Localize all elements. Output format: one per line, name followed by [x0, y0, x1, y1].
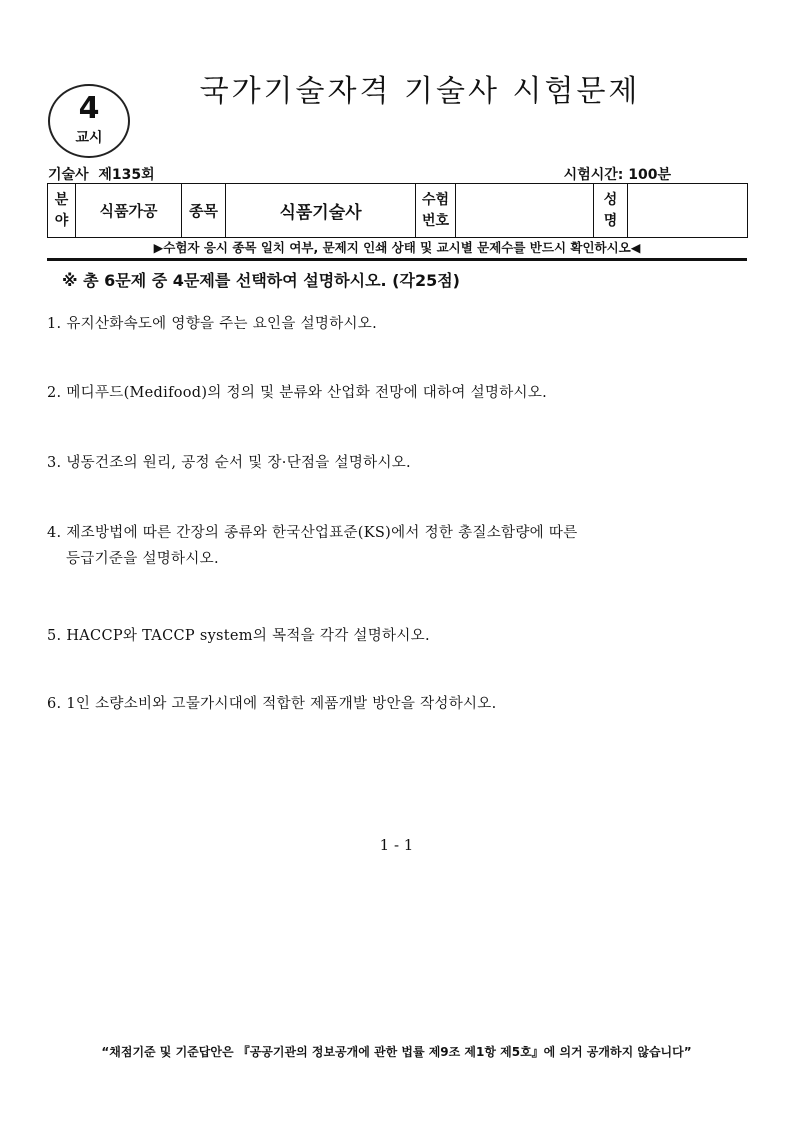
- footer-notice: “채점기준 및 기준답안은 『공공기관의 정보공개에 관한 법률 제9조 제1항 제5호』에 의거 공개하지 않습니다”: [101, 1045, 692, 1059]
- question-line: 5. HACCP와 TACCP system의 목적을 각각 설명하시오.: [47, 628, 430, 644]
- exam-no-label-top: 수험: [421, 191, 450, 208]
- question-line: 6. 1인 소량소비와 고물가시대에 적합한 제품개발 방안을 작성하시오.: [47, 696, 497, 712]
- name-label-bottom: 명: [603, 212, 618, 229]
- exam-time: 시험시간: 100분: [563, 167, 671, 183]
- exam-info-table: [47, 183, 748, 238]
- question-line: 2. 메디푸드(Medifood)의 정의 및 분류와 산업화 전망에 대하여 설명하시오.: [47, 385, 548, 401]
- notice-text: ▶수험자 응시 종목 일치 여부, 문제지 인쇄 상태 및 교시별 문제수를 반드시 확인하시오◀: [153, 240, 641, 255]
- question-line: 4. 제조방법에 따른 간장의 종류와 한국산업표준(KS)에서 정한 총질소함량에 따른: [47, 525, 578, 541]
- session-badge: [48, 84, 130, 158]
- question-line: 등급기준을 설명하시오.: [66, 551, 219, 567]
- page-indicator: 1 - 1: [379, 836, 414, 854]
- name-label-top: 성: [603, 191, 618, 208]
- name-label-cell: [594, 184, 628, 238]
- question-line: 3. 냉동건조의 원리, 공정 순서 및 장·단점을 설명하시오.: [47, 455, 411, 471]
- question-2: [47, 380, 547, 406]
- session-number: 4: [78, 91, 100, 126]
- item-label: 종목: [182, 184, 226, 238]
- question-line: 1. 유지산화속도에 영향을 주는 요인을 설명하시오.: [47, 316, 378, 332]
- field-label-top: 분: [54, 191, 69, 208]
- question-1: [47, 311, 377, 337]
- grade-round: 기술사 제135회: [48, 167, 155, 183]
- divider: [47, 258, 747, 261]
- question-3: [47, 450, 411, 476]
- exam-no-label-cell: [416, 184, 456, 238]
- question-6: [47, 691, 497, 717]
- exam-no-label-bottom: 번호: [421, 212, 450, 229]
- exam-no-field[interactable]: [456, 184, 594, 238]
- session-label: 교시: [75, 130, 103, 146]
- name-field[interactable]: [628, 184, 748, 238]
- instruction-text: ※ 총 6문제 중 4문제를 선택하여 설명하시오. (각25점): [62, 271, 460, 290]
- field-label-bottom: 야: [54, 212, 69, 229]
- field-label-cell: [48, 184, 76, 238]
- question-4: [47, 520, 578, 572]
- field-value: 식품가공: [76, 184, 182, 238]
- page-title: 국가기술자격 기술사 시험문제: [199, 74, 641, 109]
- item-value: 식품기술사: [226, 184, 416, 238]
- question-5: [47, 623, 430, 649]
